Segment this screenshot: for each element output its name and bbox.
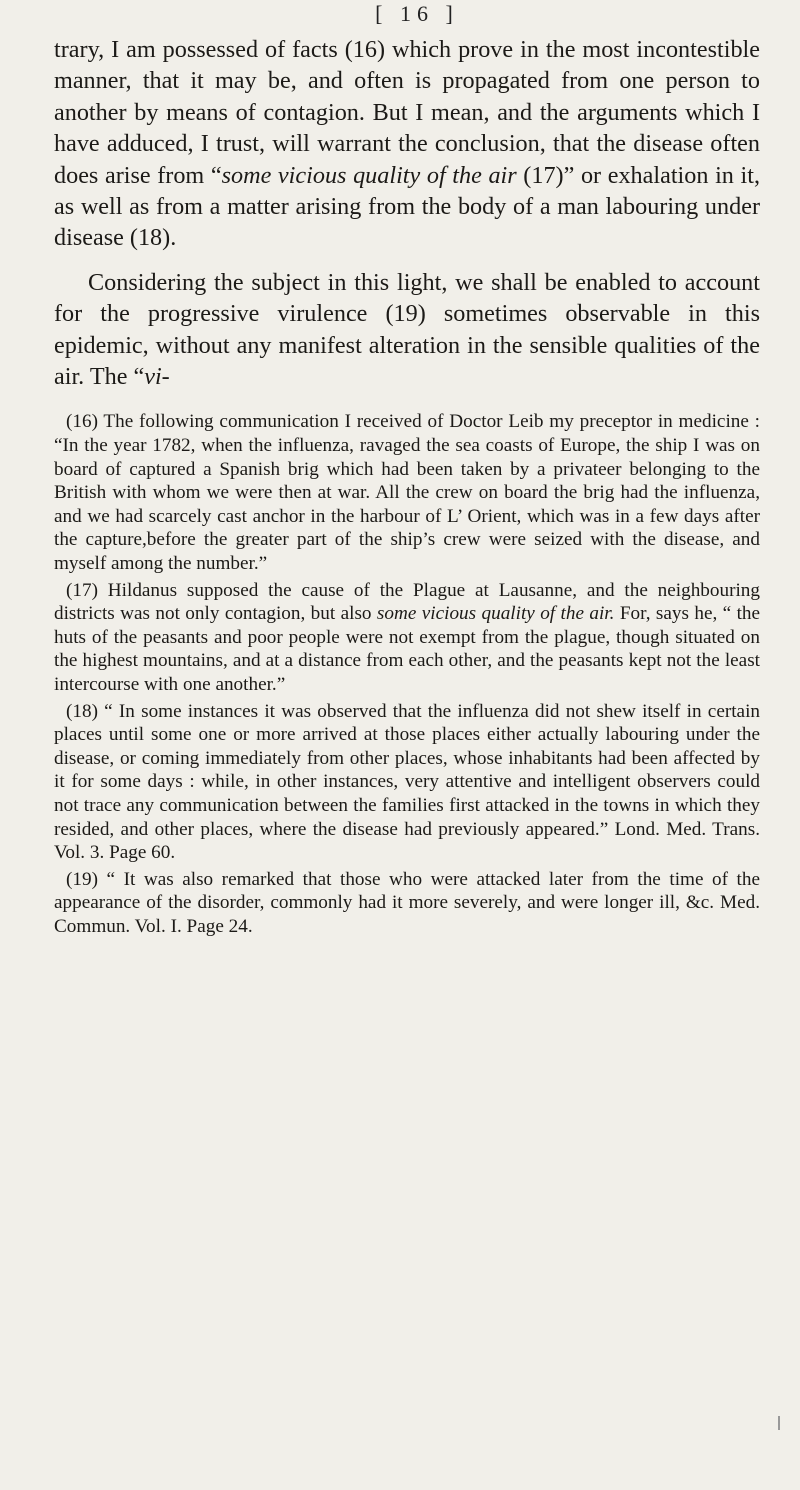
paragraph xyxy=(54,34,760,254)
italic-phrase: some vicious quality of the air xyxy=(221,161,517,189)
italic-phrase: vi- xyxy=(144,363,170,391)
main-text xyxy=(54,34,760,392)
footnote-19: (19) “ It was also remarked that those who were attacked later from the time of the appearance of the disorder, commonly had it more severely, and were longer ill, &c. Med. Commun. Vol. I. Page 24. xyxy=(54,868,760,937)
footnote-18: (18) “ In some instances it was observed that the influenza did not shew itself in certain places until some one or more arrived at those places either actually labouring under the disease, or coming immediately from other places, whose inhabitants had been affected by it for some days : while, in other instances, very attentive and intelligent observers could not trace any communication between the families first attacked in the towns in which they resided, and other places, where the disease had previously appeared.” Lond. Med. Trans. Vol. 3. Page 60. xyxy=(54,700,760,864)
footnotes xyxy=(54,410,760,938)
footnote-16: (16) The following communication I received of Doctor Leib my preceptor in medicine : “In the year 1782, when the influenza, ravaged the sea coasts of Europe, the ship I was on board of captured a Spanish brig which had been taken by a privateer belonging to the British with whom we were then at war. All the crew on board the brig had the influenza, and we had scarcely cast anchor in the harbour of L’ Orient, which was in a few days after the capture,before the greater part of the ship’s crew were seized with the disease, and myself among the number.” xyxy=(54,411,760,575)
footnote-text: For, says he, “ the huts of the peasants and poor people were not exempt from the plague, though situated on the highest mountains, and at a distance from each other, and the peasants kept not the least intercourse with one another.” xyxy=(54,603,761,695)
footnote-text: (17) Hildanus supposed the cause of the Plague at Lausanne, and the neighbouring districts was not only contagion, but also xyxy=(54,579,760,625)
page-number: [ 16 ] xyxy=(375,1,459,26)
italic-phrase: some vicious quality of the air. xyxy=(376,603,615,625)
paragraph-text: trary, I am possessed of facts (16) which prove in the most incontestible manner, that it may be, and often is propagated from one person to another by means of contagion. But I mean, and the arguments which I have adduced, I trust, will warrant the conclusion, that the disease often does arise from “ xyxy=(54,36,760,189)
footnote-17 xyxy=(54,579,760,697)
page-edge-mark xyxy=(778,1416,780,1430)
paragraph-text: Considering the subject in this light, we shall be enabled to account for the progressive virulence (19) sometimes observable in this epidemic, without any manifest alteration in the sensible qualities of the air. The “ xyxy=(54,268,760,391)
paragraph-text: (17)” or exhalation in it, as well as from a matter arising from the body of a man labouring under disease (18). xyxy=(54,161,760,252)
paragraph xyxy=(54,267,760,393)
